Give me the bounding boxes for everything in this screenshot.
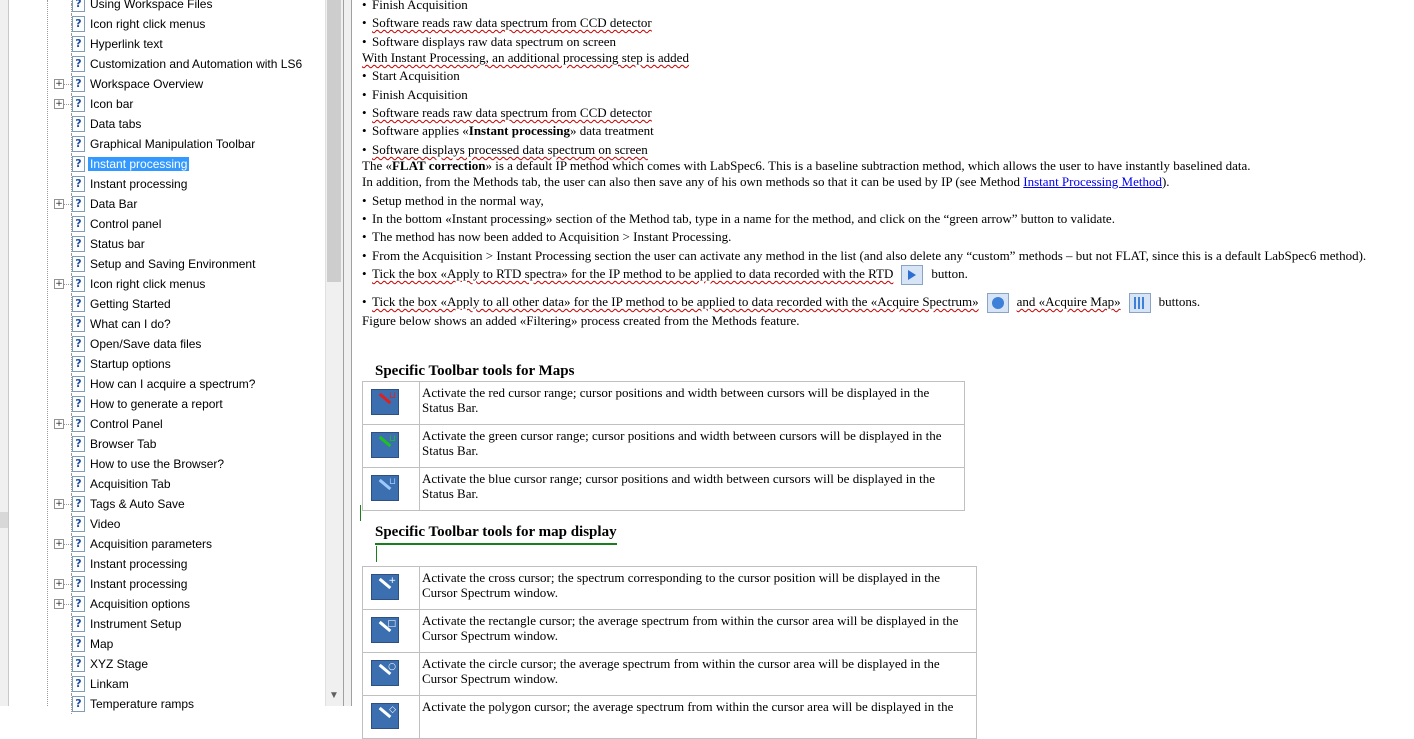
rtd-step: Tick the box «Apply to RTD spectra» for the IP method to be applied to data recorded with the RTD button. — [372, 266, 968, 281]
tree-item[interactable] — [9, 54, 325, 74]
table-row — [363, 696, 977, 739]
table-cell: Activate the blue cursor range; cursor positions and width between cursors will be displayed in the Status Bar. — [420, 468, 965, 511]
help-topic-icon: ? — [72, 136, 85, 152]
help-topic-icon: ? — [72, 336, 85, 352]
tree-item-label[interactable]: Getting Started — [90, 297, 171, 311]
table-row — [363, 567, 977, 610]
figure-caption: Figure below shows an added «Filtering» process created from the Methods feature. — [362, 313, 800, 328]
tree-item[interactable] — [9, 534, 325, 554]
tree-item[interactable] — [9, 34, 325, 54]
tree-item[interactable] — [9, 134, 325, 154]
help-topic-icon: ? — [72, 456, 85, 472]
tree-item[interactable] — [9, 474, 325, 494]
section-marker — [360, 505, 361, 521]
tree-guide-line — [64, 84, 71, 85]
tree-item[interactable] — [9, 574, 325, 594]
tree-item[interactable] — [9, 0, 325, 14]
step-finish-acquisition-2: Finish Acquisition — [372, 87, 468, 102]
left-pane-edge — [0, 0, 9, 706]
tree-item[interactable] — [9, 354, 325, 374]
help-topic-icon: ? — [72, 116, 85, 132]
table-row — [363, 382, 965, 425]
cursor-tool-icon: ◇ — [371, 703, 399, 729]
tree-item-label[interactable]: Temperature ramps — [90, 697, 195, 711]
expand-icon[interactable]: + — [55, 599, 63, 609]
tree-item-label[interactable]: Icon bar — [90, 97, 134, 111]
tree-guide-line — [64, 604, 71, 605]
tree-item[interactable] — [9, 514, 325, 534]
tree-item-label[interactable]: Map — [90, 637, 114, 651]
tree-item-label[interactable]: Icon right click menus — [90, 17, 206, 31]
section-heading-map-display: Specific Toolbar tools for map display — [375, 524, 617, 545]
expand-icon[interactable]: + — [55, 199, 63, 209]
tree-item-label[interactable]: Graphical Manipulation Toolbar — [90, 137, 256, 151]
table-cell: Activate the cross cursor; the spectrum corresponding to the cursor position will be displayed in the Cursor Spectrum window. — [420, 567, 977, 610]
step-display-raw: Software displays raw data spectrum on screen — [372, 34, 617, 49]
help-topic-icon: ? — [72, 276, 85, 292]
tree-item-label[interactable]: Tags & Auto Save — [90, 497, 185, 511]
help-topic-icon: ? — [72, 296, 85, 312]
tree-item[interactable] — [9, 154, 325, 174]
tree-item-label[interactable]: Workspace Overview — [90, 77, 204, 91]
tree-item-label[interactable]: Acquisition options — [90, 597, 191, 611]
tree-item[interactable] — [9, 74, 325, 94]
tree-item-label[interactable]: What can I do? — [90, 317, 171, 331]
step-apply-ip: Software applies «Instant processing» data treatment — [372, 123, 654, 138]
cursor-tool-icon: ⊔ — [371, 389, 399, 415]
table-row — [363, 610, 977, 653]
tree-item[interactable] — [9, 274, 325, 294]
tree-scrollbar[interactable] — [325, 0, 343, 706]
acquire-map-icon — [1129, 293, 1151, 313]
help-topic-icon: ? — [72, 0, 85, 12]
help-topic-icon: ? — [72, 396, 85, 412]
table-cell: Activate the polygon cursor; the average spectrum from within the cursor area will be displayed in the — [420, 696, 977, 739]
tree-guide-line — [64, 204, 71, 205]
table-cell: Activate the rectangle cursor; the average spectrum from within the cursor area will be displayed in the Cursor Spectrum window. — [420, 610, 977, 653]
tree-item[interactable] — [9, 254, 325, 274]
tree-item[interactable] — [9, 314, 325, 334]
tree-item[interactable] — [9, 194, 325, 214]
tree-item-label[interactable]: Startup options — [90, 357, 171, 371]
expand-icon[interactable]: + — [55, 419, 63, 429]
cursor-tool-icon: ○ — [371, 660, 399, 686]
activate-method-step: From the Acquisition > Instant Processing section the user can activate any method in the list (and also delete any “custom” methods – but not FLAT, since this is a default LabSpec6 method). — [372, 248, 1367, 263]
tree-item-label[interactable]: How can I acquire a spectrum? — [90, 377, 256, 391]
pane-grip[interactable] — [0, 512, 8, 528]
tree-item[interactable] — [9, 334, 325, 354]
tree-item-label[interactable]: Instant processing — [90, 157, 188, 171]
table-cell: Activate the green cursor range; cursor positions and width between cursors will be displayed in the Status Bar. — [420, 425, 965, 468]
section-marker — [376, 546, 377, 562]
tree-item[interactable] — [9, 454, 325, 474]
tree-item-label[interactable]: Using Workspace Files — [90, 0, 213, 11]
tree-item[interactable] — [9, 654, 325, 674]
tree-item-label[interactable]: Instant processing — [90, 557, 188, 571]
tree-item[interactable] — [9, 294, 325, 314]
tree-item-label[interactable]: How to generate a report — [90, 397, 223, 411]
table-row — [363, 468, 965, 511]
tree-item-label[interactable]: Instant processing — [90, 577, 188, 591]
tree-item-label[interactable]: Acquisition Tab — [90, 477, 171, 491]
rtd-play-icon — [901, 265, 923, 285]
help-topic-icon: ? — [72, 536, 85, 552]
section-heading-maps: Specific Toolbar tools for Maps — [375, 363, 575, 379]
acquire-spectrum-icon — [987, 293, 1009, 313]
step-display-processed: Software displays processed data spectrum on screen — [372, 142, 648, 157]
tree-guide-line — [64, 504, 71, 505]
help-topic-icon: ? — [72, 656, 85, 672]
expand-icon[interactable]: + — [55, 499, 63, 509]
tree-item[interactable] — [9, 674, 325, 694]
tree-item-label[interactable]: XYZ Stage — [90, 657, 149, 671]
cursor-tool-icon: + — [371, 574, 399, 600]
help-topic-icon: ? — [72, 16, 85, 32]
scrollbar-thumb[interactable] — [327, 0, 341, 282]
step-start-acquisition: Start Acquisition — [372, 68, 460, 83]
help-topic-icon: ? — [72, 436, 85, 452]
tree-item[interactable] — [9, 234, 325, 254]
tree-guide-line — [64, 104, 71, 105]
method-added-step: The method has now been added to Acquisition > Instant Processing. — [372, 229, 732, 244]
help-topic-icon: ? — [72, 216, 85, 232]
tree-item[interactable] — [9, 174, 325, 194]
tree-item[interactable] — [9, 374, 325, 394]
help-topic-icon: ? — [72, 156, 85, 172]
tree-item-label[interactable]: Video — [90, 517, 121, 531]
help-topic-icon: ? — [72, 236, 85, 252]
help-topic-icon: ? — [72, 616, 85, 632]
table-row — [363, 653, 977, 696]
help-topic-icon: ? — [72, 596, 85, 612]
help-topic-content: • Finish Acquisition • Software reads raw data spectrum from CCD detector • Software displays raw data spectrum on screen With Instant Processing, an additional processing step is added • Start Acquisition • Finish Acquisition • Software reads raw data spectrum from CCD detector • Software applies «Instant processing» data treatment • Software displays processed data spectrum on screen The «FLAT correction» is a default IP method which comes with LabSpec6. This is a baseline subtraction method, which allows the user to have instantly baselined data. In addition, from the Methods tab, the user can also then save any of his own methods so that it can be used by IP (see Method Instant Processing Method). • Setup method in the normal way, • In the bottom «Instant processing» section of the Method tab, type in a name for the method, and click on the “green arrow” button to validate. • The method has now been added to Acquisition > Instant Processing. • From the Acquisition > Instant Processing section the user can activate any method in the list (and also delete any “custom” methods – but not FLAT, since this is a default LabSpec6 method). • Tick the box «Apply to RTD spectra» for the IP method to be applied to data recorded with the RTD button. • Tick the box «Apply to all other data» for the IP method to be applied to data recorded with the «Acquire Spectrum» and «Acquire Map» buttons. Figure below shows an added «Filtering» process created from the Methods feature. Specific Toolbar tools for Maps ⊔ Activate the red cursor range; cursor positions and width between cursors will be displayed in the Status Bar. ⊔ Activate the green cursor range; cursor positions and width between cursors will be displayed in the Status Bar. ⊔ Activate the blue cursor range; cursor positions and width between cursors will be displayed in the Status Bar. Specific Toolbar tools for map display + Activate the cross cursor; the spectrum corresponding to the cursor position will be displayed in the Cursor Spectrum window. □ Activate the rectangle cursor; the average spectrum from within the cursor area will be displayed in the Cursor Spectrum window. ○ Activate the circle cursor; the average spectrum from within the cursor area will be displayed in the Cursor Spectrum window. ◇ Activate the polygon cursor; the average spectrum from within the cursor area will be displayed in the — [352, 0, 1414, 706]
help-topic-icon: ? — [72, 576, 85, 592]
help-topic-icon: ? — [72, 496, 85, 512]
tree-item[interactable] — [9, 94, 325, 114]
tree-item-label[interactable]: Control Panel — [90, 417, 163, 431]
help-topic-icon: ? — [72, 696, 85, 712]
ip-intro-text: With Instant Processing, an additional processing step is added — [362, 50, 689, 65]
tree-item-label[interactable]: Acquisition parameters — [90, 537, 213, 551]
tree-item[interactable] — [9, 554, 325, 574]
help-topic-icon: ? — [72, 96, 85, 112]
tree-item-label[interactable]: Setup and Saving Environment — [90, 257, 256, 271]
tree-item[interactable] — [9, 594, 325, 614]
tree-item[interactable] — [9, 414, 325, 434]
expand-icon[interactable]: + — [55, 99, 63, 109]
expand-icon[interactable]: + — [55, 579, 63, 589]
tree-guide-line — [64, 284, 71, 285]
table-cell: Activate the circle cursor; the average spectrum from within the cursor area will be displayed in the Cursor Spectrum window. — [420, 653, 977, 696]
maps-toolbar-table — [362, 381, 965, 511]
expand-icon[interactable]: + — [55, 539, 63, 549]
tree-guide-line — [64, 584, 71, 585]
methods-tab-text: In addition, from the Methods tab, the user can also then save any of his own methods so that it can be used by IP (see Method Instant Processing Method). — [362, 174, 1170, 189]
tree-item-label[interactable]: Instrument Setup — [90, 617, 182, 631]
tree-item[interactable] — [9, 114, 325, 134]
instant-processing-method-link[interactable]: Instant Processing Method — [1023, 174, 1162, 189]
tree-item[interactable] — [9, 394, 325, 414]
tree-item[interactable] — [9, 694, 325, 714]
tree-item-label[interactable]: Status bar — [90, 237, 145, 251]
tree-item-label[interactable]: Control panel — [90, 217, 162, 231]
tree-item-label[interactable]: Open/Save data files — [90, 337, 202, 351]
expand-icon[interactable]: + — [55, 279, 63, 289]
tree-item-label[interactable]: Instant processing — [90, 177, 188, 191]
step-finish-acquisition: Finish Acquisition — [372, 0, 468, 12]
tree-item-label[interactable]: Hyperlink text — [90, 37, 163, 51]
all-data-step: Tick the box «Apply to all other data» for the IP method to be applied to data recorded with the «Acquire Spectrum» and «Acquire Map» buttons. — [372, 294, 1200, 309]
tree-item[interactable] — [9, 614, 325, 634]
help-topic-icon: ? — [72, 376, 85, 392]
help-topic-icon: ? — [72, 636, 85, 652]
tree-item[interactable] — [9, 14, 325, 34]
help-topic-icon: ? — [72, 36, 85, 52]
tree-item[interactable] — [9, 494, 325, 514]
tree-item-label[interactable]: Icon right click menus — [90, 277, 206, 291]
tree-item[interactable] — [9, 214, 325, 234]
tree-item-label[interactable]: Linkam — [90, 677, 129, 691]
expand-icon[interactable]: + — [55, 79, 63, 89]
tree-guide-line — [64, 544, 71, 545]
step-read-raw-2: Software reads raw data spectrum from CCD detector — [372, 105, 652, 120]
help-topic-icon: ? — [72, 196, 85, 212]
tree-item[interactable] — [9, 634, 325, 654]
help-topic-icon: ? — [72, 256, 85, 272]
cursor-tool-icon: □ — [371, 617, 399, 643]
help-topic-icon: ? — [72, 316, 85, 332]
help-topic-icon: ? — [72, 416, 85, 432]
step-read-raw: Software reads raw data spectrum from CCD detector — [372, 15, 652, 30]
table-row — [363, 425, 965, 468]
help-topic-icon: ? — [72, 476, 85, 492]
tree-item-label[interactable]: Browser Tab — [90, 437, 157, 451]
scroll-down-arrow-icon[interactable]: ▼ — [329, 690, 339, 701]
tree-item-label[interactable]: Data Bar — [90, 197, 138, 211]
map-display-toolbar-table — [362, 566, 977, 739]
help-topic-icon: ? — [72, 516, 85, 532]
help-topic-icon: ? — [72, 676, 85, 692]
tree-item[interactable] — [9, 434, 325, 454]
cursor-tool-icon: ⊔ — [371, 432, 399, 458]
flat-correction-text: The «FLAT correction» is a default IP method which comes with LabSpec6. This is a baseline subtraction method, which allows the user to have instantly baselined data. — [362, 158, 1251, 173]
help-topic-icon: ? — [72, 76, 85, 92]
help-topic-icon: ? — [72, 356, 85, 372]
help-topic-icon: ? — [72, 176, 85, 192]
help-contents-tree[interactable] — [9, 0, 325, 711]
tree-item-label[interactable]: Data tabs — [90, 117, 142, 131]
help-topic-icon: ? — [72, 556, 85, 572]
table-cell: Activate the red cursor range; cursor positions and width between cursors will be displayed in the Status Bar. — [420, 382, 965, 425]
setup-method-step: Setup method in the normal way, — [372, 193, 544, 208]
cursor-tool-icon: ⊔ — [371, 475, 399, 501]
name-method-step: In the bottom «Instant processing» section of the Method tab, type in a name for the method, and click on the “green arrow” button to validate. — [372, 211, 1115, 226]
pane-splitter[interactable] — [343, 0, 352, 706]
tree-item-label[interactable]: Customization and Automation with LS6 — [90, 57, 303, 71]
help-topic-icon: ? — [72, 56, 85, 72]
tree-guide-line — [64, 424, 71, 425]
tree-item-label[interactable]: How to use the Browser? — [90, 457, 225, 471]
